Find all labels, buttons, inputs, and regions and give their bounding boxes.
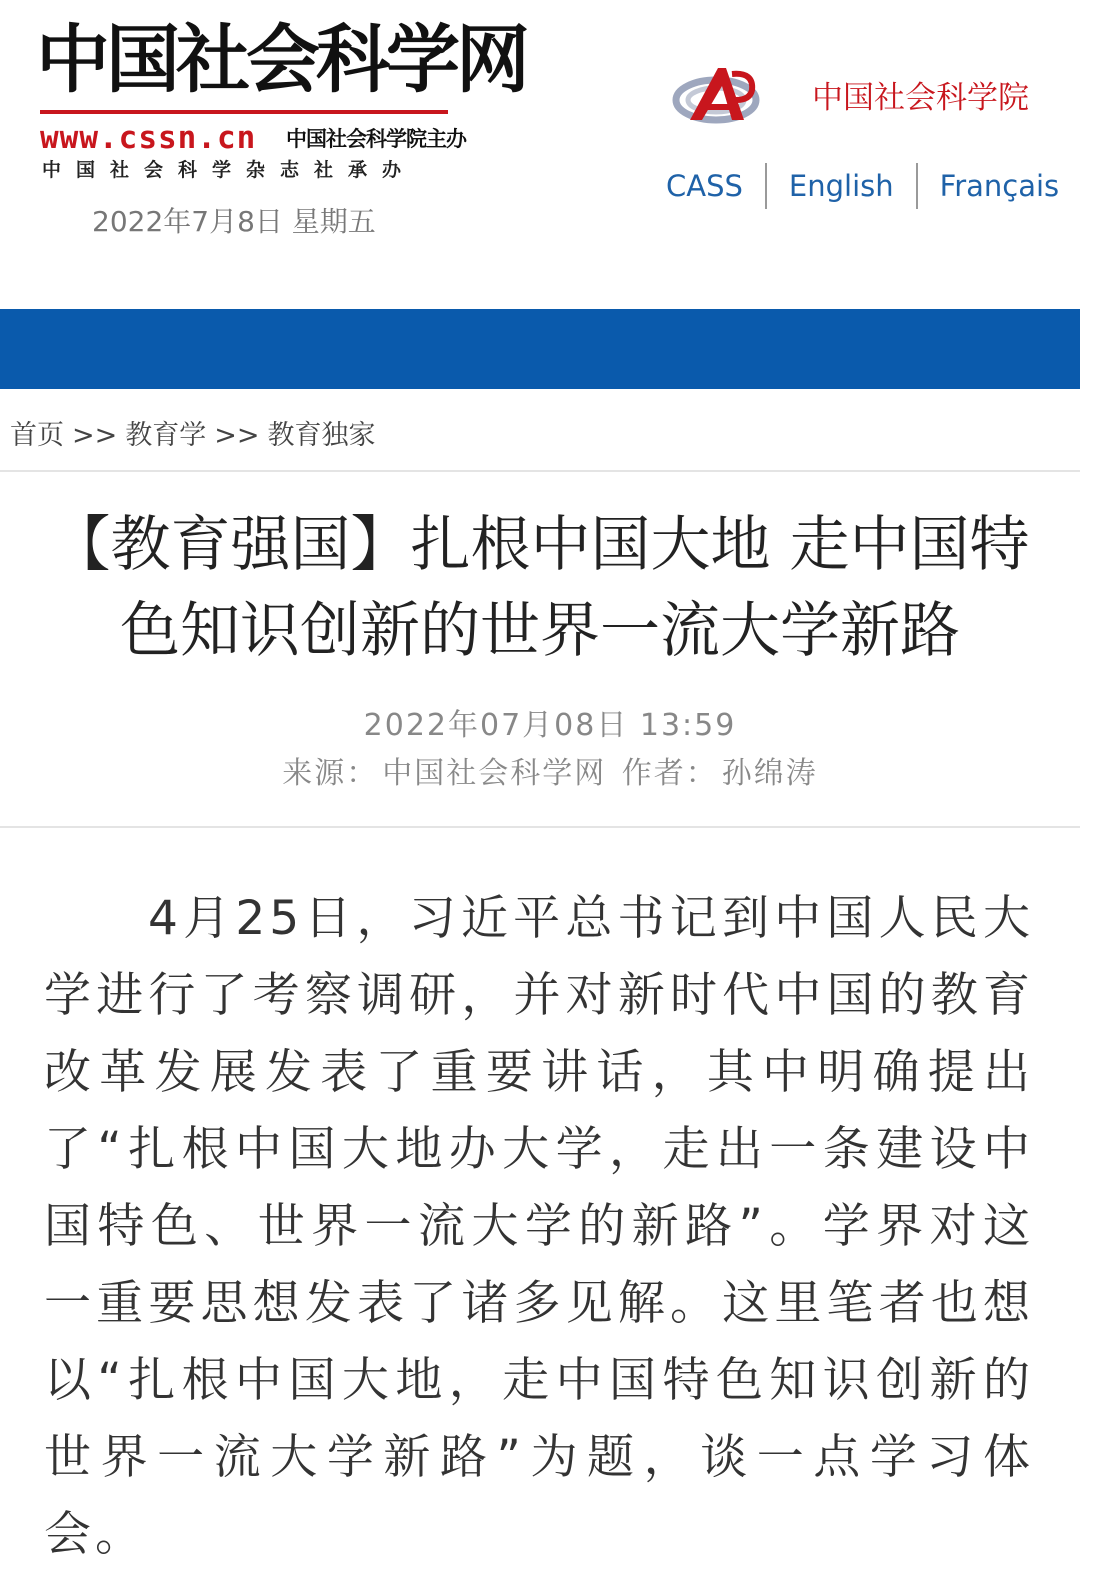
logo-divider [40, 110, 448, 114]
logo-subtitle: 中国社会科学杂志社承办 [42, 159, 417, 181]
logo-title: 中国社会科学网 [36, 17, 526, 103]
language-links [660, 162, 1065, 210]
divider [0, 826, 1080, 828]
divider [0, 470, 1080, 472]
article-meta [0, 752, 1100, 796]
breadcrumb-home[interactable]: 首页 [10, 420, 64, 451]
source-label: 来源： [282, 756, 379, 791]
lang-link-french[interactable]: Français [939, 169, 1060, 203]
breadcrumb-education-exclusive[interactable]: 教育独家 [267, 420, 376, 451]
cass-emblem-icon[interactable] [672, 64, 762, 128]
lang-link-cass[interactable]: CASS [666, 169, 743, 203]
article-paragraph: 4月25日，习近平总书记到中国人民大学进行了考察调研，并对新时代中国的教育改革发展发表了重要讲话，其中明确提出了“扎根中国大地办大学，走出一条建设中国特色、世界一流大学的新路”。学界对这一重要思想发表了诸多见解。这里笔者也想以“扎根中国大地，走中国特色知识创新的世界一流大学新路”为题，谈一点学习体会。 [44, 891, 1034, 1562]
author-label: 作者： [621, 756, 718, 791]
breadcrumb-separator: >> [72, 420, 118, 451]
source-name: 中国社会科学网 [382, 756, 607, 791]
article-datetime: 2022年07月08日 13:59 [363, 708, 737, 743]
logo-host-text: 中国社会科学院主办 [286, 127, 466, 151]
lang-divider [765, 163, 767, 209]
breadcrumb [10, 414, 376, 458]
author-name: 孙绵涛 [721, 756, 818, 791]
breadcrumb-separator: >> [214, 420, 260, 451]
logo-url: www.cssn.cn [40, 120, 257, 156]
breadcrumb-education[interactable]: 教育学 [125, 420, 207, 451]
article-title: 【教育强国】扎根中国大地 走中国特色知识创新的世界一流大学新路 [50, 510, 1030, 666]
site-logo[interactable] [36, 14, 526, 181]
nav-bar [0, 309, 1080, 389]
lang-divider [916, 163, 918, 209]
current-date: 2022年7月8日 星期五 [92, 205, 376, 238]
cass-name-link[interactable]: 中国社会科学院 [812, 80, 1029, 116]
lang-link-english[interactable]: English [788, 169, 894, 203]
